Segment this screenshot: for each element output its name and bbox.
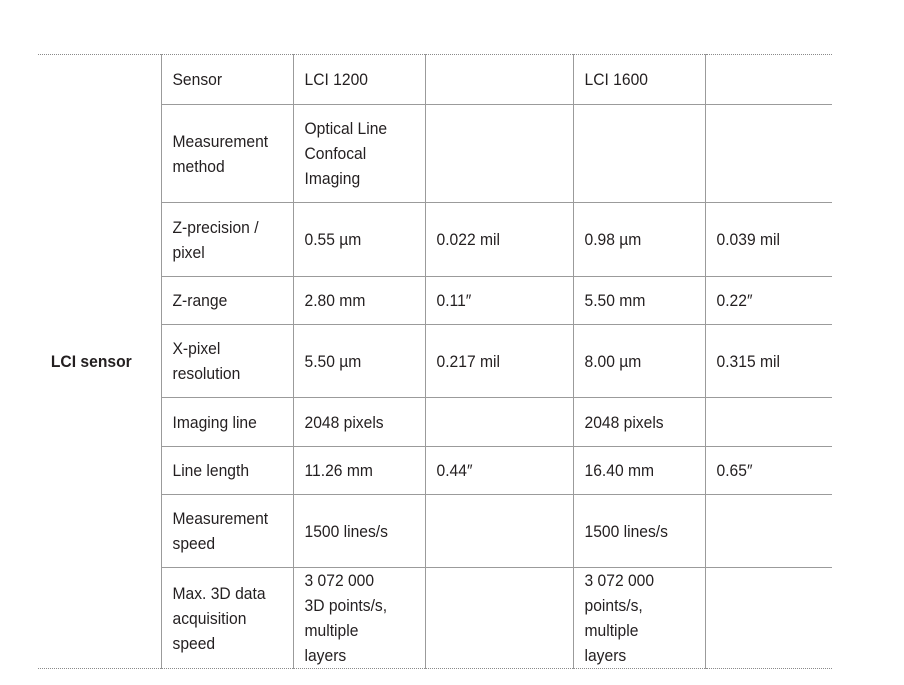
lci1600-metric-cell [573,105,694,203]
table-row-line-length [38,447,832,495]
lci1600-metric-cell: 1500 lines/s [573,495,694,568]
lci1600-imperial-cell: 0.22″ [705,277,822,325]
lci1200-imperial-cell: 0.11″ [425,277,561,325]
lci1200-imperial-cell [425,398,561,447]
section-label: LCI sensor [50,352,132,371]
lci1600-metric-cell: 8.00 µm [573,325,694,398]
lci1200-metric-cell: 0.55 µm [293,203,414,277]
param-cell: Measurement method [161,105,282,203]
param-cell: Z-range [161,277,282,325]
lci1600-metric-cell: 2048 pixels [573,398,694,447]
table-row-measurement-method [38,105,832,203]
lci1200-imperial-cell [425,568,561,669]
table-row-measurement-speed [38,495,832,568]
lci1200-metric-cell: 11.26 mm [293,447,414,495]
lci1200-metric-cell: 2.80 mm [293,277,414,325]
lci1200-imperial-cell [425,55,561,105]
lci1600-imperial-cell: 0.315 mil [705,325,822,398]
lci1600-imperial-cell [705,495,822,568]
lci1600-imperial-cell: 0.65″ [705,447,822,495]
lci1600-imperial-cell [705,568,822,669]
lci1600-imperial-cell [705,398,822,447]
lci1200-metric-cell: Optical Line Confocal Imaging [293,105,414,203]
lci1200-metric-cell: 1500 lines/s [293,495,414,568]
param-cell: Line length [161,447,282,495]
lci1200-imperial-cell: 0.217 mil [425,325,561,398]
param-cell: Max. 3D data acquisition speed [161,568,282,669]
lci1200-imperial-cell: 0.44″ [425,447,561,495]
lci1600-metric-cell: 3 072 000 points/s, multiple layers [573,568,694,669]
table-row-max-3d-speed [38,568,832,669]
table-row-z-precision [38,203,832,277]
lci1200-metric-cell: LCI 1200 [293,55,414,105]
lci1200-imperial-cell [425,105,561,203]
lci-sensor-spec-table [38,54,832,669]
lci1600-metric-cell: 0.98 µm [573,203,694,277]
lci1200-metric-cell: 5.50 µm [293,325,414,398]
lci1200-metric-cell: 2048 pixels [293,398,414,447]
lci1600-metric-cell: 5.50 mm [573,277,694,325]
lci1200-imperial-cell: 0.022 mil [425,203,561,277]
lci1600-metric-cell: 16.40 mm [573,447,694,495]
param-cell: Z-precision / pixel [161,203,282,277]
table-row-imaging-line [38,398,832,447]
lci1600-imperial-cell [705,105,822,203]
param-cell: Measurement speed [161,495,282,568]
param-cell: Sensor [161,55,282,105]
lci1200-imperial-cell [425,495,561,568]
param-cell: X-pixel resolution [161,325,282,398]
lci1600-imperial-cell [705,55,822,105]
table-row-x-pixel-resolution [38,325,832,398]
lci1200-metric-cell: 3 072 000 3D points/s, multiple layers [293,568,414,669]
lci1600-metric-cell: LCI 1600 [573,55,694,105]
lci1600-imperial-cell: 0.039 mil [705,203,822,277]
table-row-sensor [38,55,832,105]
table-row-z-range [38,277,832,325]
param-cell: Imaging line [161,398,282,447]
